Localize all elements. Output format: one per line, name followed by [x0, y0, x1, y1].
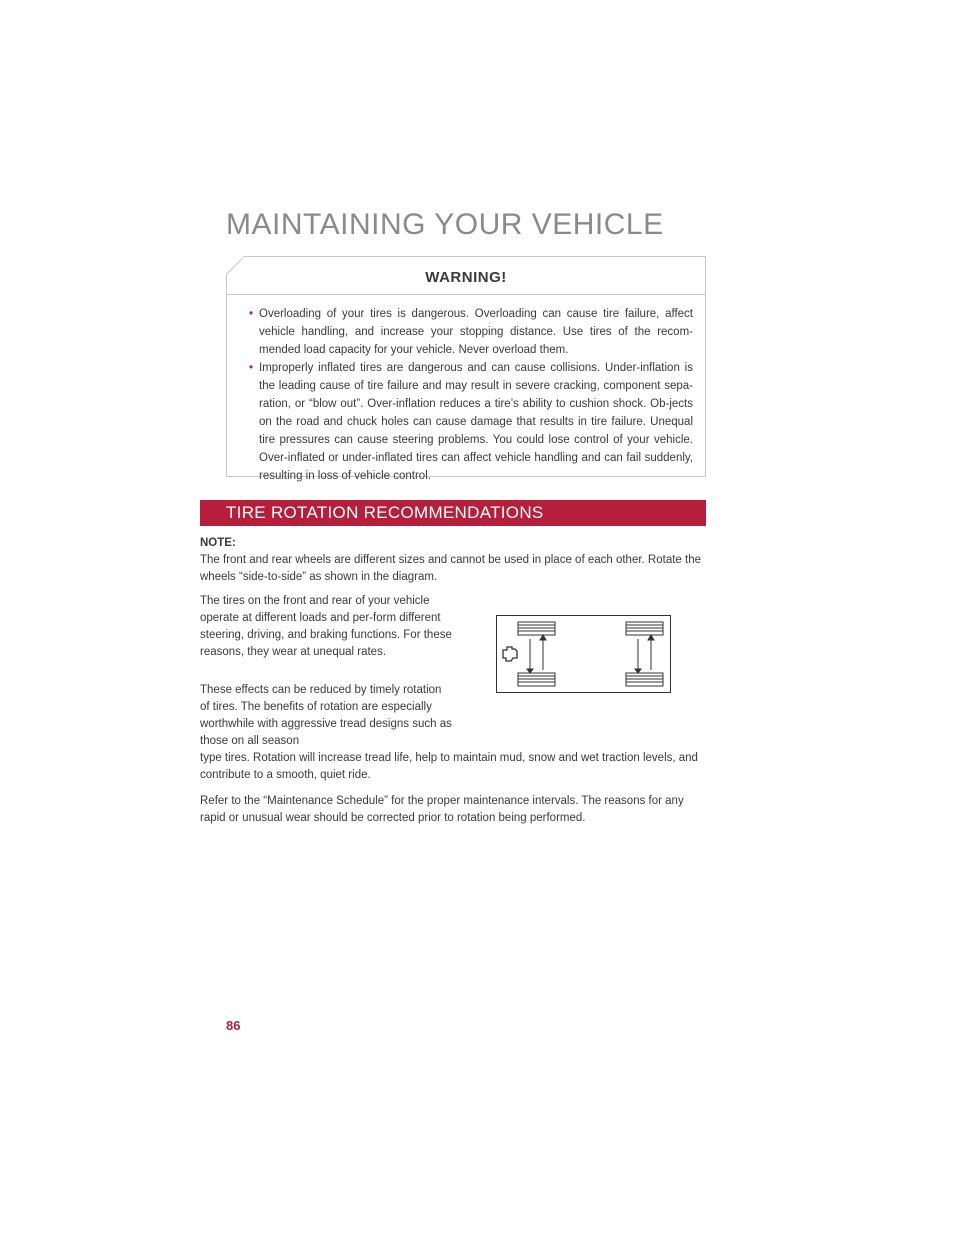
- warning-item: [249, 359, 693, 485]
- tire-front-right: [626, 622, 663, 635]
- section-heading-band: [200, 500, 706, 526]
- warning-heading: WARNING!: [425, 269, 507, 286]
- warning-box: [226, 256, 706, 482]
- note-paragraph: [200, 535, 706, 586]
- bullet-icon: •: [249, 362, 254, 374]
- warning-item-text: Overloading of your tires is dangerous. Overloading can cause tire failure, affect vehicle handling, and increase your stopping distance. Use tires of the recom-mended load capacity for your vehicle. Never overload them.: [259, 308, 693, 356]
- warning-item-text: Improperly inflated tires are dangerous and can cause collisions. Under-inflation is the leading cause of tire failure and may result in severe cracking, component sepa-ration, or “blow out”. Over-inflation reduces a tire’s ability to cushion shock. Ob-jects on the road and chuck holes can cause damage that results in tire failure. Unequal tire pressures can cause steering problems. You could lose control of your vehicle. Over-inflated or under-inflated tires can affect vehicle handling and can fail suddenly, resulting in loss of vehicle control.: [259, 362, 693, 482]
- tire-rear-right: [626, 673, 663, 686]
- section-heading: TIRE ROTATION RECOMMENDATIONS: [226, 503, 544, 522]
- warning-divider: [227, 294, 705, 295]
- page-number: 86: [226, 1018, 241, 1033]
- warning-item: [249, 305, 693, 359]
- warning-list: [249, 305, 693, 485]
- section-title: MAINTAINING YOUR VEHICLE: [226, 208, 664, 241]
- paragraph-maintenance: Refer to the “Maintenance Schedule” for the proper maintenance intervals. The reasons for any rapid or unusual wear should be corrected prior to rotation being performed.: [200, 795, 684, 824]
- paragraph-benefits: These effects can be reduced by timely rotation of tires. The benefits of rotation are especially worthwhile with aggressive tread designs such as those on all season: [200, 684, 452, 747]
- tire-rear-left: [518, 673, 555, 686]
- note-label: NOTE:: [200, 537, 236, 549]
- paragraph-wear: The tires on the front and rear of your vehicle operate at different loads and per-form different steering, driving, and braking functions. For these reasons, they wear at unequal rates.: [200, 595, 452, 658]
- tire-rotation-diagram: [496, 615, 671, 693]
- note-text: The front and rear wheels are different sizes and cannot be used in place of each other. Rotate the wheels “side-to-side” as shown in the diagram.: [200, 554, 701, 583]
- bullet-icon: •: [249, 308, 254, 320]
- paragraph-benefits-continued: type tires. Rotation will increase tread life, help to maintain mud, snow and wet traction levels, and contribute to a smooth, quiet ride.: [200, 752, 698, 781]
- tire-front-left: [518, 622, 555, 635]
